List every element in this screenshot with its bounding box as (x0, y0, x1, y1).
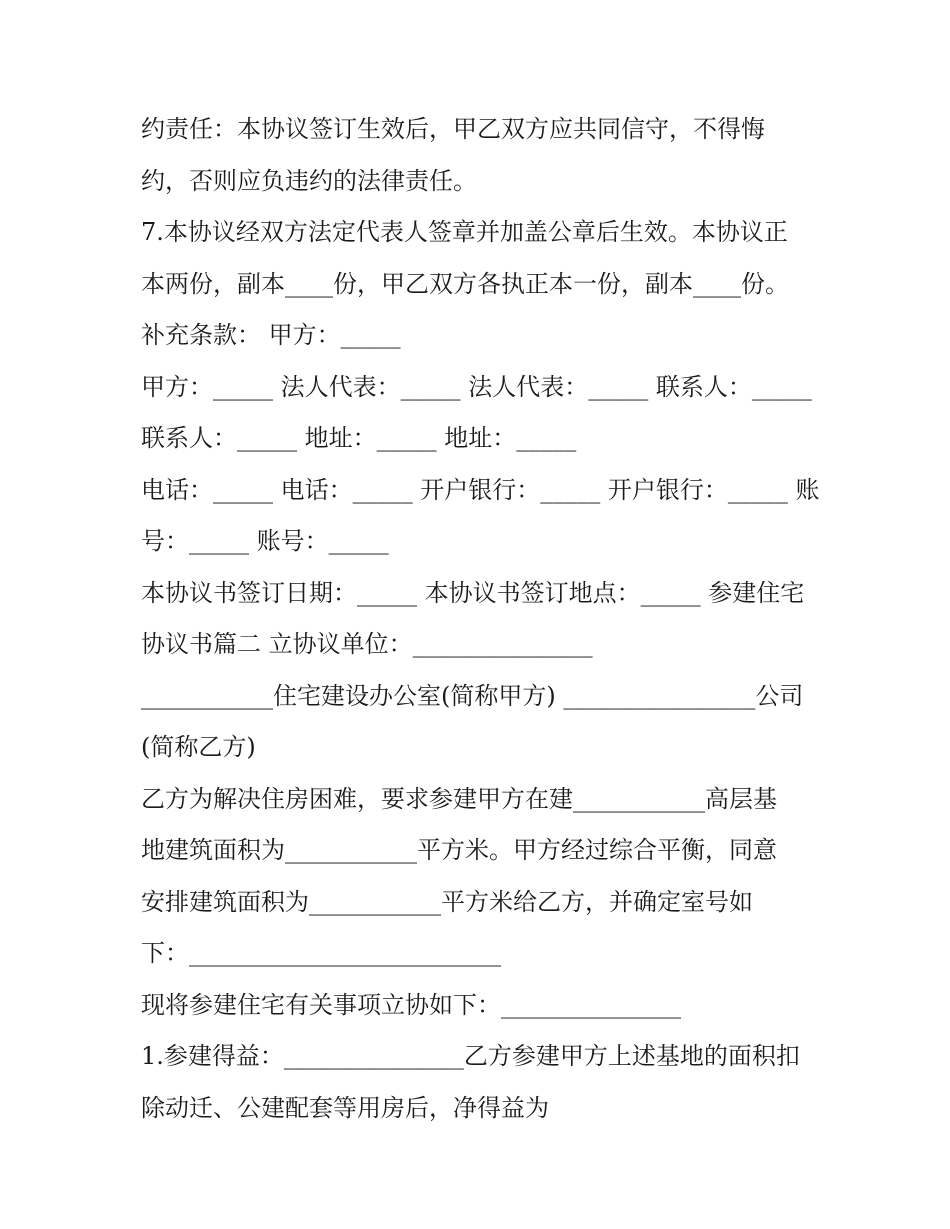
text-line-10: 本协议书签订日期：_____ 本协议书签订地点：_____ 参建住宅 (141, 578, 805, 607)
text-line-13: (简称乙方) (141, 733, 256, 761)
text-line-1: 约责任：本协议签订生效后，甲乙双方应共同信守，不得悔 (141, 115, 765, 143)
text-line-11: 协议书篇二 立协议单位：_______________ (141, 630, 593, 658)
text-line-3: 7.本协议经双方法定代表人签章并加盖公章后生效。本协议正 (141, 218, 788, 246)
document-page (141, 104, 821, 1134)
text-line-15: 地建筑面积为___________平方米。甲方经过综合平衡，同意 (141, 836, 777, 864)
text-line-9: 号：_____ 账号：_____ (141, 527, 389, 555)
text-line-4: 本两份，副本____份，甲乙双方各执正本一份，副本____份。 (141, 269, 789, 298)
text-line-16: 安排建筑面积为___________平方米给乙方，并确定室号如 (141, 887, 753, 916)
text-line-14: 乙方为解决住房困难，要求参建甲方在建___________高层基 (141, 784, 777, 813)
text-line-17: 下：__________________________ (141, 939, 501, 967)
text-line-6: 甲方：_____ 法人代表：_____ 法人代表：_____ 联系人：_____ (141, 372, 812, 401)
text-line-12: ___________住宅建设办公室(简称甲方) ________________公司 (141, 681, 804, 710)
text-line-8: 电话：_____ 电话：_____ 开户银行：_____ 开户银行：_____ 账 (141, 475, 820, 504)
text-line-18: 现将参建住宅有关事项立协如下：_______________ (141, 990, 681, 1019)
text-line-5: 补充条款： 甲方：_____ (141, 321, 401, 349)
text-line-2: 约，否则应负违约的法律责任。 (141, 166, 477, 195)
text-line-7: 联系人：_____ 地址：_____ 地址：_____ (141, 424, 577, 452)
text-line-19: 1.参建得益：_______________乙方参建甲方上述基地的面积扣 (141, 1042, 800, 1070)
text-line-20: 除动迁、公建配套等用房后，净得益为 (141, 1093, 549, 1122)
